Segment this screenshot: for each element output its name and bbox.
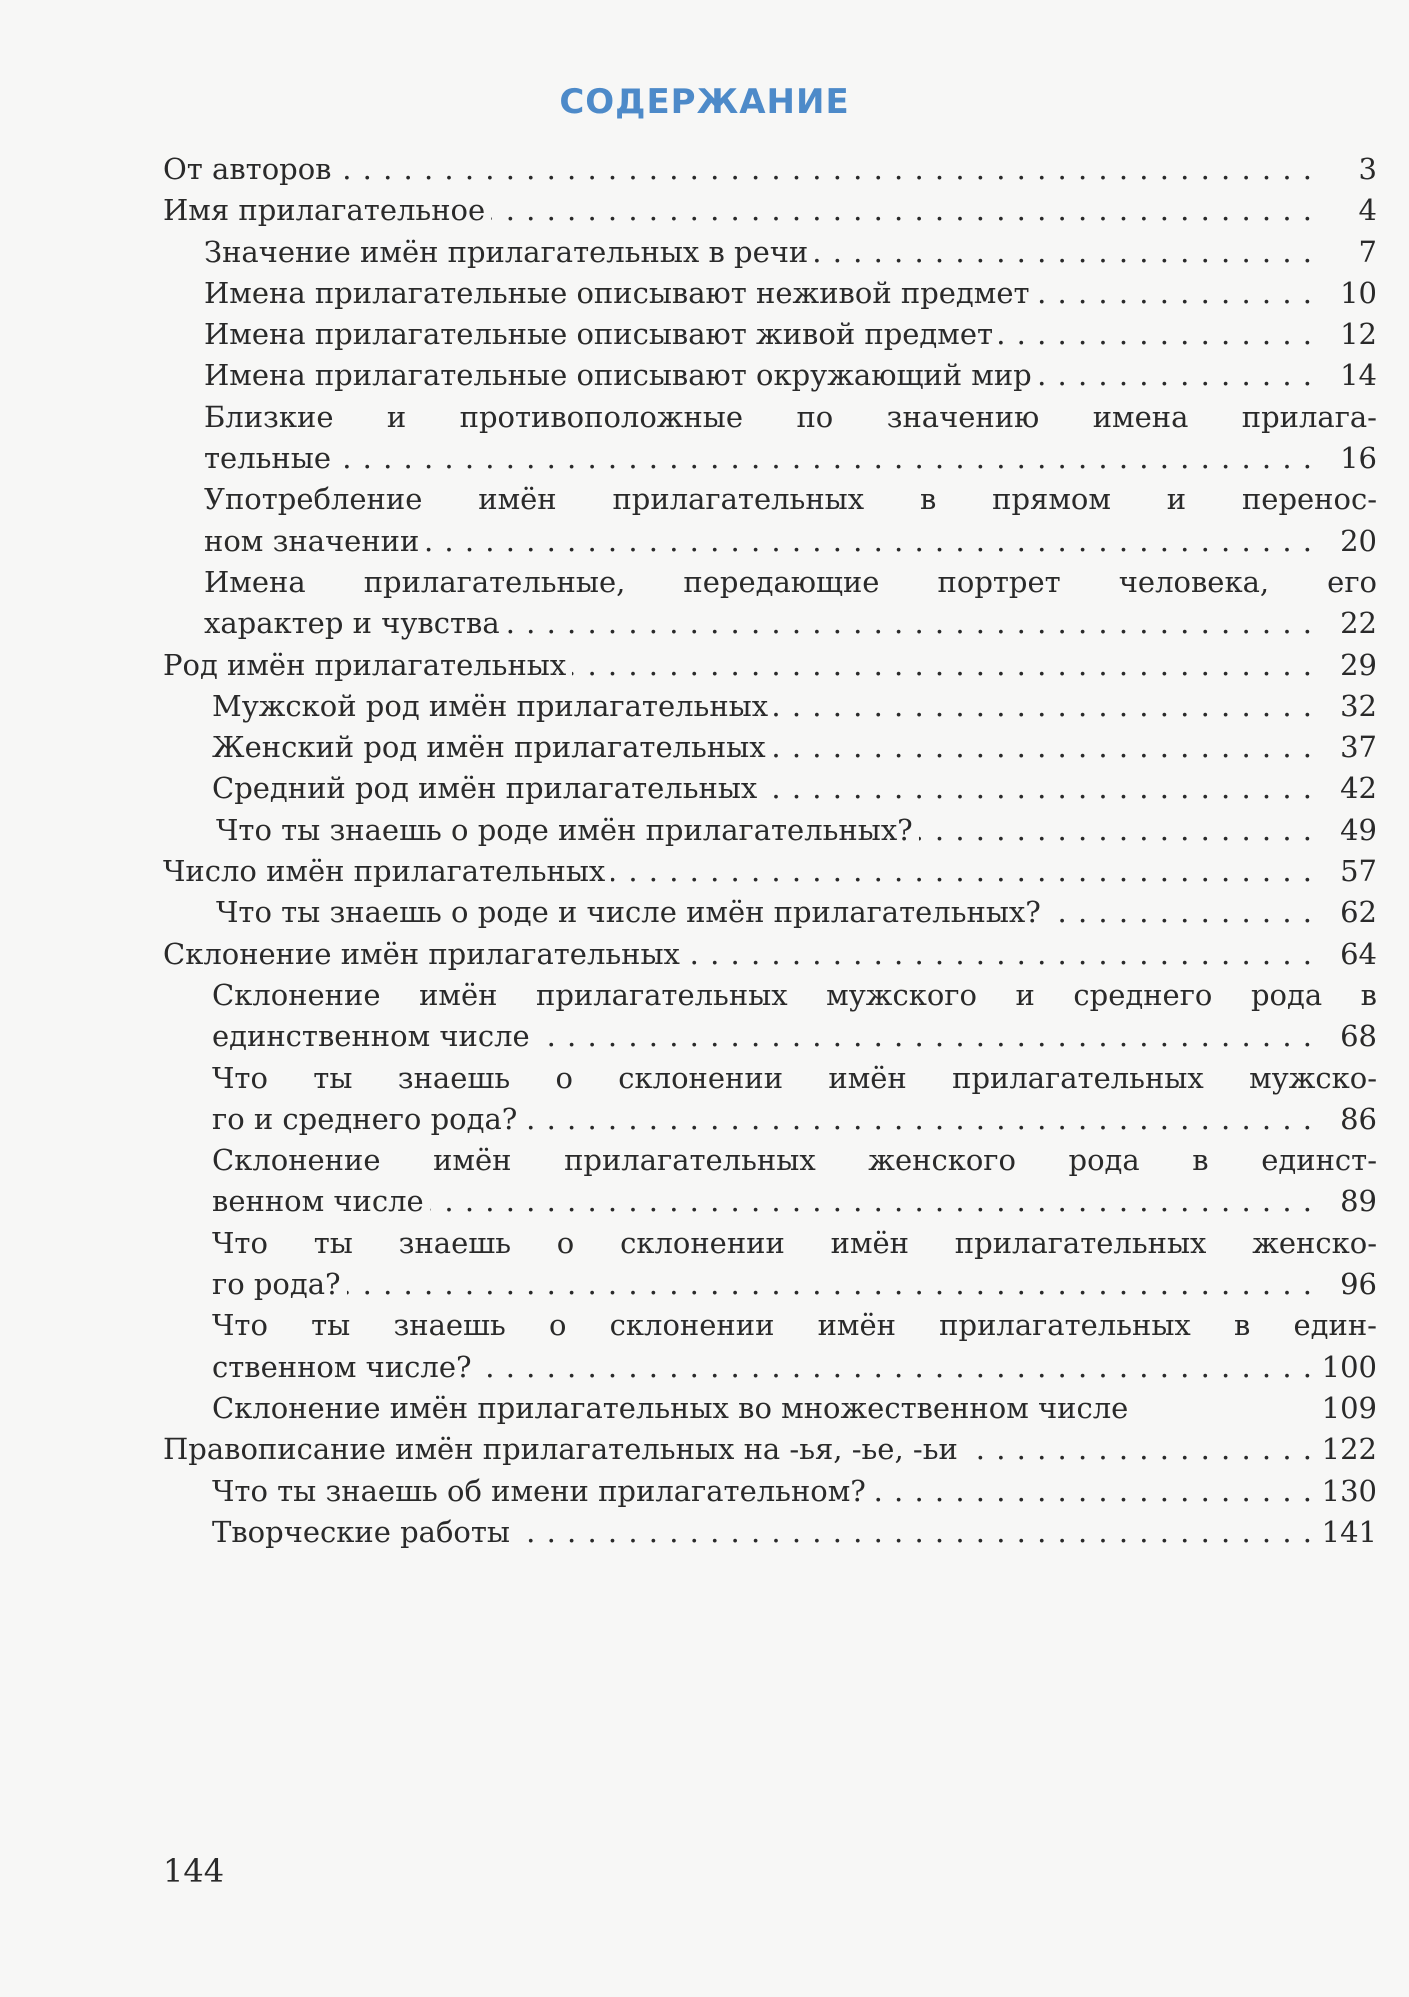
toc-entry-title: Мужской род имён прилагательных xyxy=(212,688,769,723)
toc-entry xyxy=(163,479,1377,520)
toc-entry-title: Имена прилагательные описывают неживой предмет xyxy=(204,275,1030,310)
dot-leader xyxy=(347,1264,1313,1305)
toc-entry xyxy=(163,727,1377,768)
toc-entry xyxy=(163,975,1377,1016)
toc-entry-page: 49 xyxy=(1340,812,1377,847)
toc-entry xyxy=(163,562,1377,603)
dot-leader xyxy=(516,1512,1313,1553)
toc-entry-title: Творческие работы xyxy=(212,1514,511,1549)
toc-entry-title: го рода? xyxy=(212,1267,341,1302)
toc-entry-title: Что ты знаешь о склонении имён прилагательных в един- xyxy=(212,1308,1377,1343)
toc-entry-title: Женский род имён прилагательных xyxy=(212,730,766,765)
table-of-contents xyxy=(163,149,1377,1553)
dot-leader xyxy=(1047,892,1313,933)
dot-leader xyxy=(523,1099,1313,1140)
toc-entry-title: Что ты знаешь об имени прилагательном? xyxy=(212,1473,866,1508)
toc-entry-title: Имя прилагательное xyxy=(163,193,486,228)
toc-entry-page: 37 xyxy=(1340,730,1377,765)
dot-leader xyxy=(919,810,1313,851)
toc-entry xyxy=(163,190,1377,231)
dot-leader xyxy=(478,1347,1313,1388)
toc-entry-title: Имена прилагательные, передающие портрет человека, его xyxy=(204,564,1377,599)
toc-entry xyxy=(163,149,1377,190)
toc-entry-title: характер и чувства xyxy=(204,606,500,641)
toc-entry-page: 42 xyxy=(1340,771,1377,806)
dot-leader xyxy=(491,190,1313,231)
toc-entry xyxy=(163,1016,1377,1057)
toc-entry xyxy=(163,1099,1377,1140)
toc-entry xyxy=(163,1264,1377,1305)
toc-entry-title: Близкие и противоположные по значению имена прилага- xyxy=(204,399,1377,434)
toc-entry-title: ном значении xyxy=(204,523,420,558)
toc-entry xyxy=(163,934,1377,975)
dot-leader xyxy=(814,232,1313,273)
toc-entry-title: Что ты знаешь о склонении имён прилагательных женско- xyxy=(212,1225,1377,1260)
toc-entry xyxy=(163,232,1377,273)
toc-entry-title: Имена прилагательные описывают живой предмет xyxy=(204,317,994,352)
toc-entry xyxy=(163,768,1377,809)
toc-entry xyxy=(163,851,1377,892)
toc-entry-title: единственном числе xyxy=(212,1019,530,1054)
toc-entry xyxy=(163,892,1377,933)
toc-entry xyxy=(163,1140,1377,1181)
toc-entry xyxy=(163,686,1377,727)
toc-entry-title: Средний род имён прилагательных xyxy=(212,771,758,806)
toc-entry-page: 22 xyxy=(1340,606,1377,641)
toc-entry-title: Правописание имён прилагательных на -ья, -ье, -ьи xyxy=(163,1432,958,1467)
toc-entry-title: Склонение имён прилагательных женского рода в единст- xyxy=(212,1143,1377,1178)
dot-leader xyxy=(774,686,1313,727)
toc-entry-page: 89 xyxy=(1340,1184,1377,1219)
toc-entry-page: 100 xyxy=(1321,1349,1377,1384)
dot-leader xyxy=(611,851,1313,892)
toc-entry-title: Что ты знаешь о роде имён прилагательных? xyxy=(216,812,913,847)
toc-entry xyxy=(163,1429,1377,1470)
toc-entry-page: 7 xyxy=(1358,234,1377,269)
toc-entry-page: 130 xyxy=(1321,1473,1377,1508)
toc-entry-page: 4 xyxy=(1358,193,1377,228)
page-title: СОДЕРЖАНИЕ xyxy=(559,82,850,122)
toc-entry-page: 62 xyxy=(1340,895,1377,930)
dot-leader xyxy=(572,645,1313,686)
dot-leader xyxy=(763,768,1313,809)
toc-entry xyxy=(163,1181,1377,1222)
toc-entry-title: Склонение имён прилагательных xyxy=(163,936,680,971)
toc-entry xyxy=(163,397,1377,438)
dot-leader xyxy=(686,934,1313,975)
dot-leader xyxy=(430,1181,1313,1222)
dot-leader xyxy=(536,1016,1313,1057)
toc-entry-page: 12 xyxy=(1340,317,1377,352)
toc-entry xyxy=(163,355,1377,396)
toc-entry xyxy=(163,603,1377,644)
dot-leader xyxy=(425,521,1313,562)
toc-entry xyxy=(163,273,1377,314)
toc-entry xyxy=(163,1058,1377,1099)
toc-entry-title: венном числе xyxy=(212,1184,424,1219)
dot-leader xyxy=(964,1429,1313,1470)
toc-entry-title: Род имён прилагательных xyxy=(163,647,567,682)
toc-entry-page: 86 xyxy=(1340,1101,1377,1136)
toc-entry-title: Значение имён прилагательных в речи xyxy=(204,234,809,269)
toc-entry-page: 96 xyxy=(1340,1267,1377,1302)
toc-entry xyxy=(163,1471,1377,1512)
dot-leader xyxy=(338,149,1313,190)
toc-entry-page: 109 xyxy=(1321,1390,1377,1425)
toc-entry-title: Что ты знаешь о склонении имён прилагательных мужско- xyxy=(212,1060,1377,1095)
toc-entry-page: 141 xyxy=(1321,1514,1377,1549)
toc-entry-page: 3 xyxy=(1358,152,1377,186)
toc-entry xyxy=(163,1305,1377,1346)
dot-leader xyxy=(1038,355,1313,396)
dot-leader xyxy=(506,603,1313,644)
toc-entry xyxy=(163,1388,1377,1429)
dot-leader xyxy=(999,314,1313,355)
toc-entry xyxy=(163,645,1377,686)
toc-entry-page: 122 xyxy=(1321,1432,1377,1467)
toc-entry-page: 16 xyxy=(1340,441,1377,476)
dot-leader xyxy=(1036,273,1313,314)
toc-entry-page: 32 xyxy=(1340,688,1377,723)
toc-entry xyxy=(163,438,1377,479)
page-number: 144 xyxy=(163,1852,225,1890)
toc-entry-page: 10 xyxy=(1340,275,1377,310)
dot-leader xyxy=(872,1471,1313,1512)
toc-entry-title: Имена прилагательные описывают окружающий мир xyxy=(204,358,1032,393)
toc-entry-page: 20 xyxy=(1340,523,1377,558)
dot-leader xyxy=(337,438,1313,479)
toc-entry xyxy=(163,810,1377,851)
toc-entry-page: 29 xyxy=(1340,647,1377,682)
toc-entry xyxy=(163,1512,1377,1553)
toc-entry-page: 64 xyxy=(1340,936,1377,971)
toc-entry-title: го и среднего рода? xyxy=(212,1101,518,1136)
toc-entry-title: Употребление имён прилагательных в прямом и перенос- xyxy=(204,482,1377,517)
toc-entry-title: тельные xyxy=(204,441,331,476)
toc-entry-title: Склонение имён прилагательных мужского и среднего рода в xyxy=(212,977,1377,1012)
toc-entry xyxy=(163,314,1377,355)
toc-entry-page: 68 xyxy=(1340,1019,1377,1054)
toc-entry xyxy=(163,1223,1377,1264)
toc-entry-page: 14 xyxy=(1340,358,1377,393)
toc-entry-page: 57 xyxy=(1340,854,1377,889)
toc-entry xyxy=(163,521,1377,562)
toc-entry-title: Число имён прилагательных xyxy=(163,854,606,889)
toc-entry xyxy=(163,1347,1377,1388)
dot-leader xyxy=(772,727,1313,768)
toc-entry-title: От авторов xyxy=(163,152,332,186)
toc-entry-title: Склонение имён прилагательных во множественном числе xyxy=(212,1390,1129,1425)
toc-entry-title: Что ты знаешь о роде и числе имён прилагательных? xyxy=(216,895,1041,930)
toc-entry-title: ственном числе? xyxy=(212,1349,472,1384)
